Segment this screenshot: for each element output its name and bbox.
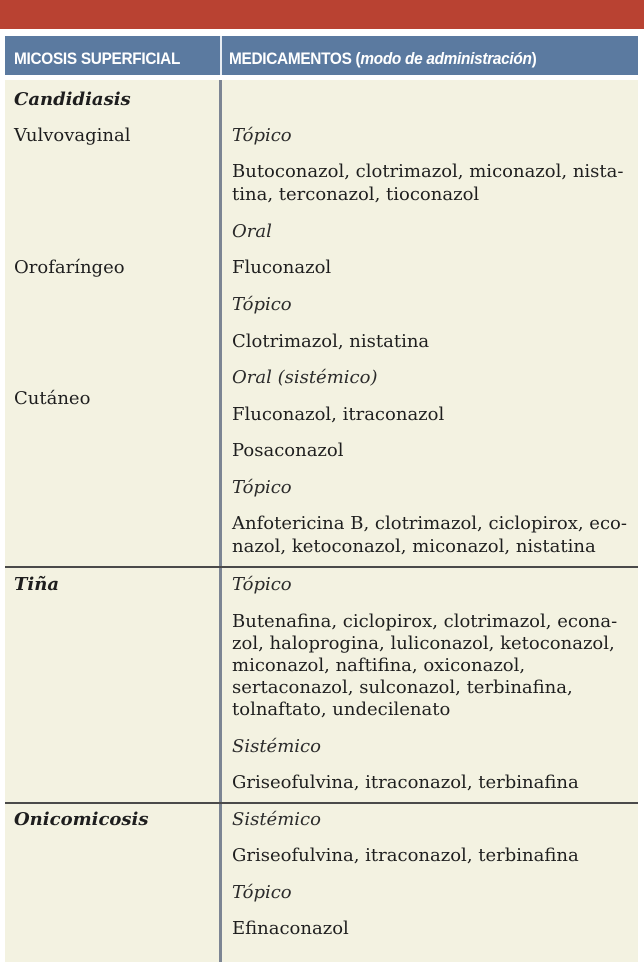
mode-topico: Tópico [232,882,292,903]
drug-list: Griseofulvina, itraconazol, terbinafina [232,772,579,793]
antifungal-table [5,36,638,962]
mode-oral: Oral [232,221,272,242]
mode-topico: Tópico [232,294,292,315]
category-candidiasis: Candidiasis [14,89,131,110]
mode-sistemico: Sistémico [232,809,321,830]
mode-sistemico: Sistémico [232,736,321,757]
table-header [5,36,638,75]
drug-list: tina, terconazol, tioconazol [232,184,480,205]
drug-list: Butoconazol, clotrimazol, miconazol, nista- [232,161,624,182]
header-medicamentos-main: MEDICAMENTOS ( [229,50,361,68]
header-medicamentos [229,36,536,75]
subtype-cutaneo: Cutáneo [14,388,91,409]
drug-list: tolnaftato, undecilenato [232,699,451,720]
drug-list: Fluconazol, itraconazol [232,404,445,425]
header-medicamentos-close: ) [531,50,537,68]
drug-list: sertaconazol, sulconazol, terbinafina, [232,677,573,698]
drug-list: Anfotericina B, clotrimazol, ciclopirox, eco- [232,513,627,534]
mode-oral-sistemico: Oral (sistémico) [232,367,378,388]
drug-list: Fluconazol [232,257,332,278]
header-divider [220,36,222,75]
drug-list: nazol, ketoconazol, miconazol, nistatina [232,536,596,557]
drug-list: Griseofulvina, itraconazol, terbinafina [232,845,579,866]
header-micosis-superficial: MICOSIS SUPERFICIAL [14,50,181,68]
row-separator [5,566,638,568]
drug-list: Efinaconazol [232,918,349,939]
header-medicamentos-italic: modo de administración [360,50,532,68]
drug-list: miconazol, naftifina, oxiconazol, [232,655,526,676]
mode-topico: Tópico [232,125,292,146]
drug-list: Clotrimazol, nistatina [232,331,430,352]
mode-topico: Tópico [232,477,292,498]
category-tina: Tiña [14,574,59,595]
row-separator [5,802,638,804]
drug-list: Posaconazol [232,440,344,461]
drug-list: Butenafina, ciclopirox, clotrimazol, econa- [232,611,618,632]
mode-topico: Tópico [232,574,292,595]
drug-list: zol, haloprogina, luliconazol, ketoconazol, [232,633,615,654]
subtype-orofaringeo: Orofaríngeo [14,257,125,278]
column-divider [219,80,222,962]
table-body [5,80,638,962]
category-onicomicosis: Onicomicosis [14,809,149,830]
subtype-vulvovaginal: Vulvovaginal [14,125,131,146]
top-color-bar [0,0,644,29]
